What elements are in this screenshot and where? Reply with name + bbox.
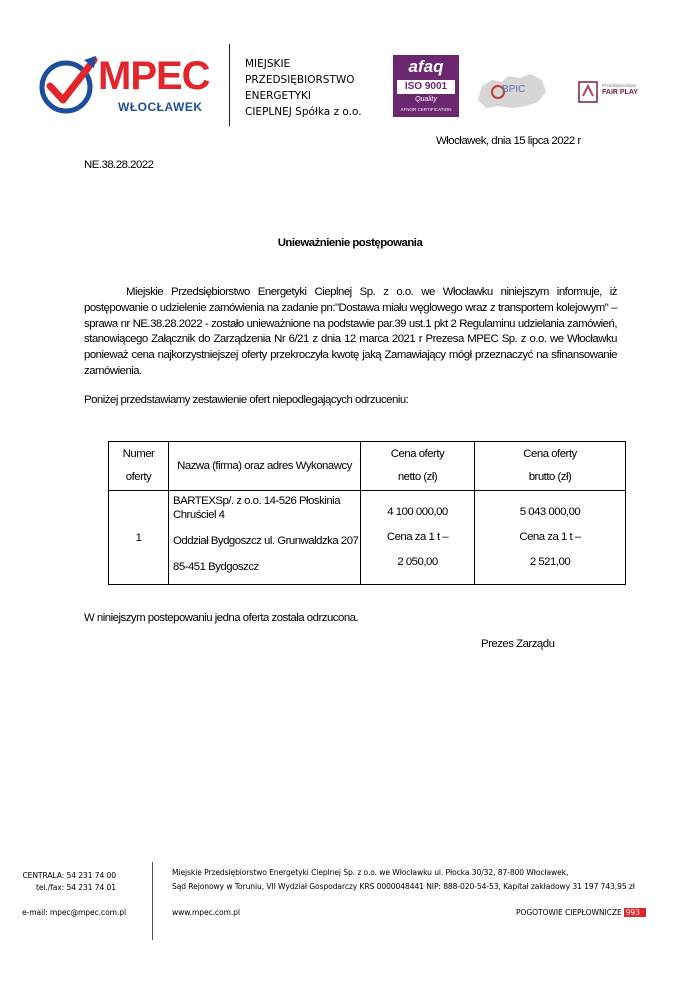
cell-offer-number: 1 bbox=[109, 491, 169, 585]
emergency-number: 993 bbox=[624, 908, 646, 917]
afaq-quality-label: Quality bbox=[415, 96, 437, 103]
afaq-iso-label: ISO 9001 bbox=[397, 80, 455, 94]
table-header-row bbox=[109, 442, 626, 491]
afaq-word: afaq bbox=[408, 57, 444, 76]
fair-play-label: FAIR PLAY bbox=[602, 89, 638, 96]
bpic-logo bbox=[472, 70, 554, 114]
afaq-iso-certification-logo bbox=[393, 55, 459, 117]
company-line: PRZEDSIĘBIORSTWO bbox=[245, 74, 355, 86]
footer-phone-block bbox=[22, 870, 116, 894]
reference-number: NE.38.28.2022 bbox=[84, 159, 154, 171]
emergency-label: POGOTOWIE CIEPŁOWNICZE bbox=[516, 908, 622, 917]
logo-name: MPEC bbox=[98, 54, 210, 98]
footer-address-line: Sąd Rejonowy w Toruniu, VII Wydział Gospodarczy KRS 0000048441 NIP: 888-020-54-53, Kapitał zakładowy 31 197 743,95 zł bbox=[172, 882, 635, 891]
gross-price-line: 5 043 000,00 bbox=[519, 506, 581, 518]
date-line: Włocławek, dnia 15 lipca 2022 r bbox=[436, 135, 581, 147]
footer-phone: CENTRALA: 54 231 74 00 bbox=[22, 871, 116, 880]
header-number-line: Numer bbox=[122, 448, 155, 460]
company-line: MIEJSKIE bbox=[245, 58, 291, 70]
net-price-line: Cena za 1 t – bbox=[386, 531, 449, 543]
header-net-price bbox=[361, 442, 475, 491]
header-contractor: Nazwa (firma) oraz adres Wykonawcy bbox=[169, 442, 361, 491]
footer-emergency bbox=[516, 908, 646, 917]
header-number bbox=[109, 442, 169, 491]
bpic-label: BPIC bbox=[502, 84, 526, 95]
company-line: ENERGETYKI bbox=[245, 90, 311, 102]
fair-play-top-label: Przedsiębiorstwo bbox=[602, 83, 637, 88]
table-intro-line: Poniżej przedstawiamy zestawienie ofert niepodlegających odrzuceniu: bbox=[84, 394, 409, 406]
header-gross-line: Cena oferty bbox=[523, 448, 577, 460]
main-paragraph: Miejskie Przedsiębiorstwo Energetyki Cieplnej Sp. z o.o. we Włocławku niniejszym informuje, iż postępowanie o udzielenie zamówienia na zadanie pn:"Dostawa miału węglowego wraz z transportem kolejowym" – sprawa nr NE.38.28.2022 - zostało unieważnione na podstawie par.39 ust.1 pkt 2 Regulaminu udzielania zamówień, stanowiącego Załącznik do Zarządzenia Nr 6/21 z dnia 12 marca 2021 r Prezesa MPEC Sp. z o.o. we Włocławku ponieważ cena najkorzystniejszej oferty przekroczyła kwotę jaką Zamawiający mógł przeznaczyć na sfinansowanie zamówienia. bbox=[84, 286, 617, 377]
header-net-line: Cena oferty bbox=[390, 448, 445, 460]
offers-table bbox=[108, 441, 626, 585]
company-line: CIEPLNEJ Spółka z o.o. bbox=[245, 106, 362, 118]
footer-website: www.mpec.com.pl bbox=[172, 908, 240, 917]
header-number-line: oferty bbox=[125, 471, 152, 483]
rejected-offers-note: W niniejszym postepowaniu jedna oferta została odrzucona. bbox=[84, 612, 359, 624]
cell-contractor bbox=[169, 491, 361, 585]
footer-address-line: Miejskie Przedsiębiorstwo Energetyki Cieplnej Sp. z o.o. we Włocławku ul. Płocka 30/32, 87-800 Włocławek, bbox=[172, 868, 569, 877]
contractor-branch-line: 85-451 Bydgoszcz bbox=[173, 561, 259, 573]
header-divider bbox=[229, 44, 230, 126]
gross-price-line: 2 521,00 bbox=[529, 556, 571, 568]
cell-net-price bbox=[361, 491, 475, 585]
logo-checkmark-icon bbox=[36, 54, 100, 116]
mpec-logo bbox=[36, 52, 226, 122]
contractor-line: Chruściel 4 bbox=[173, 509, 225, 521]
logo-city: WŁOCŁAWEK bbox=[118, 100, 203, 114]
afaq-cert-label: AFNOR CERTIFICATION bbox=[400, 107, 452, 112]
contractor-line: BARTEXSp/. z o.o. 14-526 Płoskinia bbox=[173, 495, 341, 507]
fair-play-logo bbox=[576, 78, 676, 108]
company-name-block bbox=[245, 56, 405, 120]
fair-play-emblem-icon bbox=[578, 80, 598, 104]
table-row bbox=[109, 491, 626, 585]
header-gross-line: brutto (zł) bbox=[528, 471, 572, 483]
document-title: Unieważnienie postępowania bbox=[277, 237, 423, 249]
footer-fax: tel./fax: 54 231 74 01 bbox=[35, 883, 116, 892]
net-price-line: 4 100 000,00 bbox=[387, 506, 448, 518]
footer-divider bbox=[152, 862, 153, 940]
header-net-line: netto (zł) bbox=[397, 471, 438, 483]
net-price-line: 2 050,00 bbox=[397, 556, 438, 568]
header-gross-price bbox=[475, 442, 626, 491]
gross-price-line: Cena za 1 t – bbox=[519, 531, 581, 543]
footer-email: e-mail: mpec@mpec.com.pl bbox=[22, 908, 126, 917]
contractor-branch-line: Oddział Bydgoszcz ul. Grunwaldzka 207 bbox=[173, 535, 359, 547]
cell-gross-price bbox=[475, 491, 626, 585]
footer-address-block bbox=[172, 866, 635, 894]
signature-title: Prezes Zarządu bbox=[481, 638, 555, 650]
